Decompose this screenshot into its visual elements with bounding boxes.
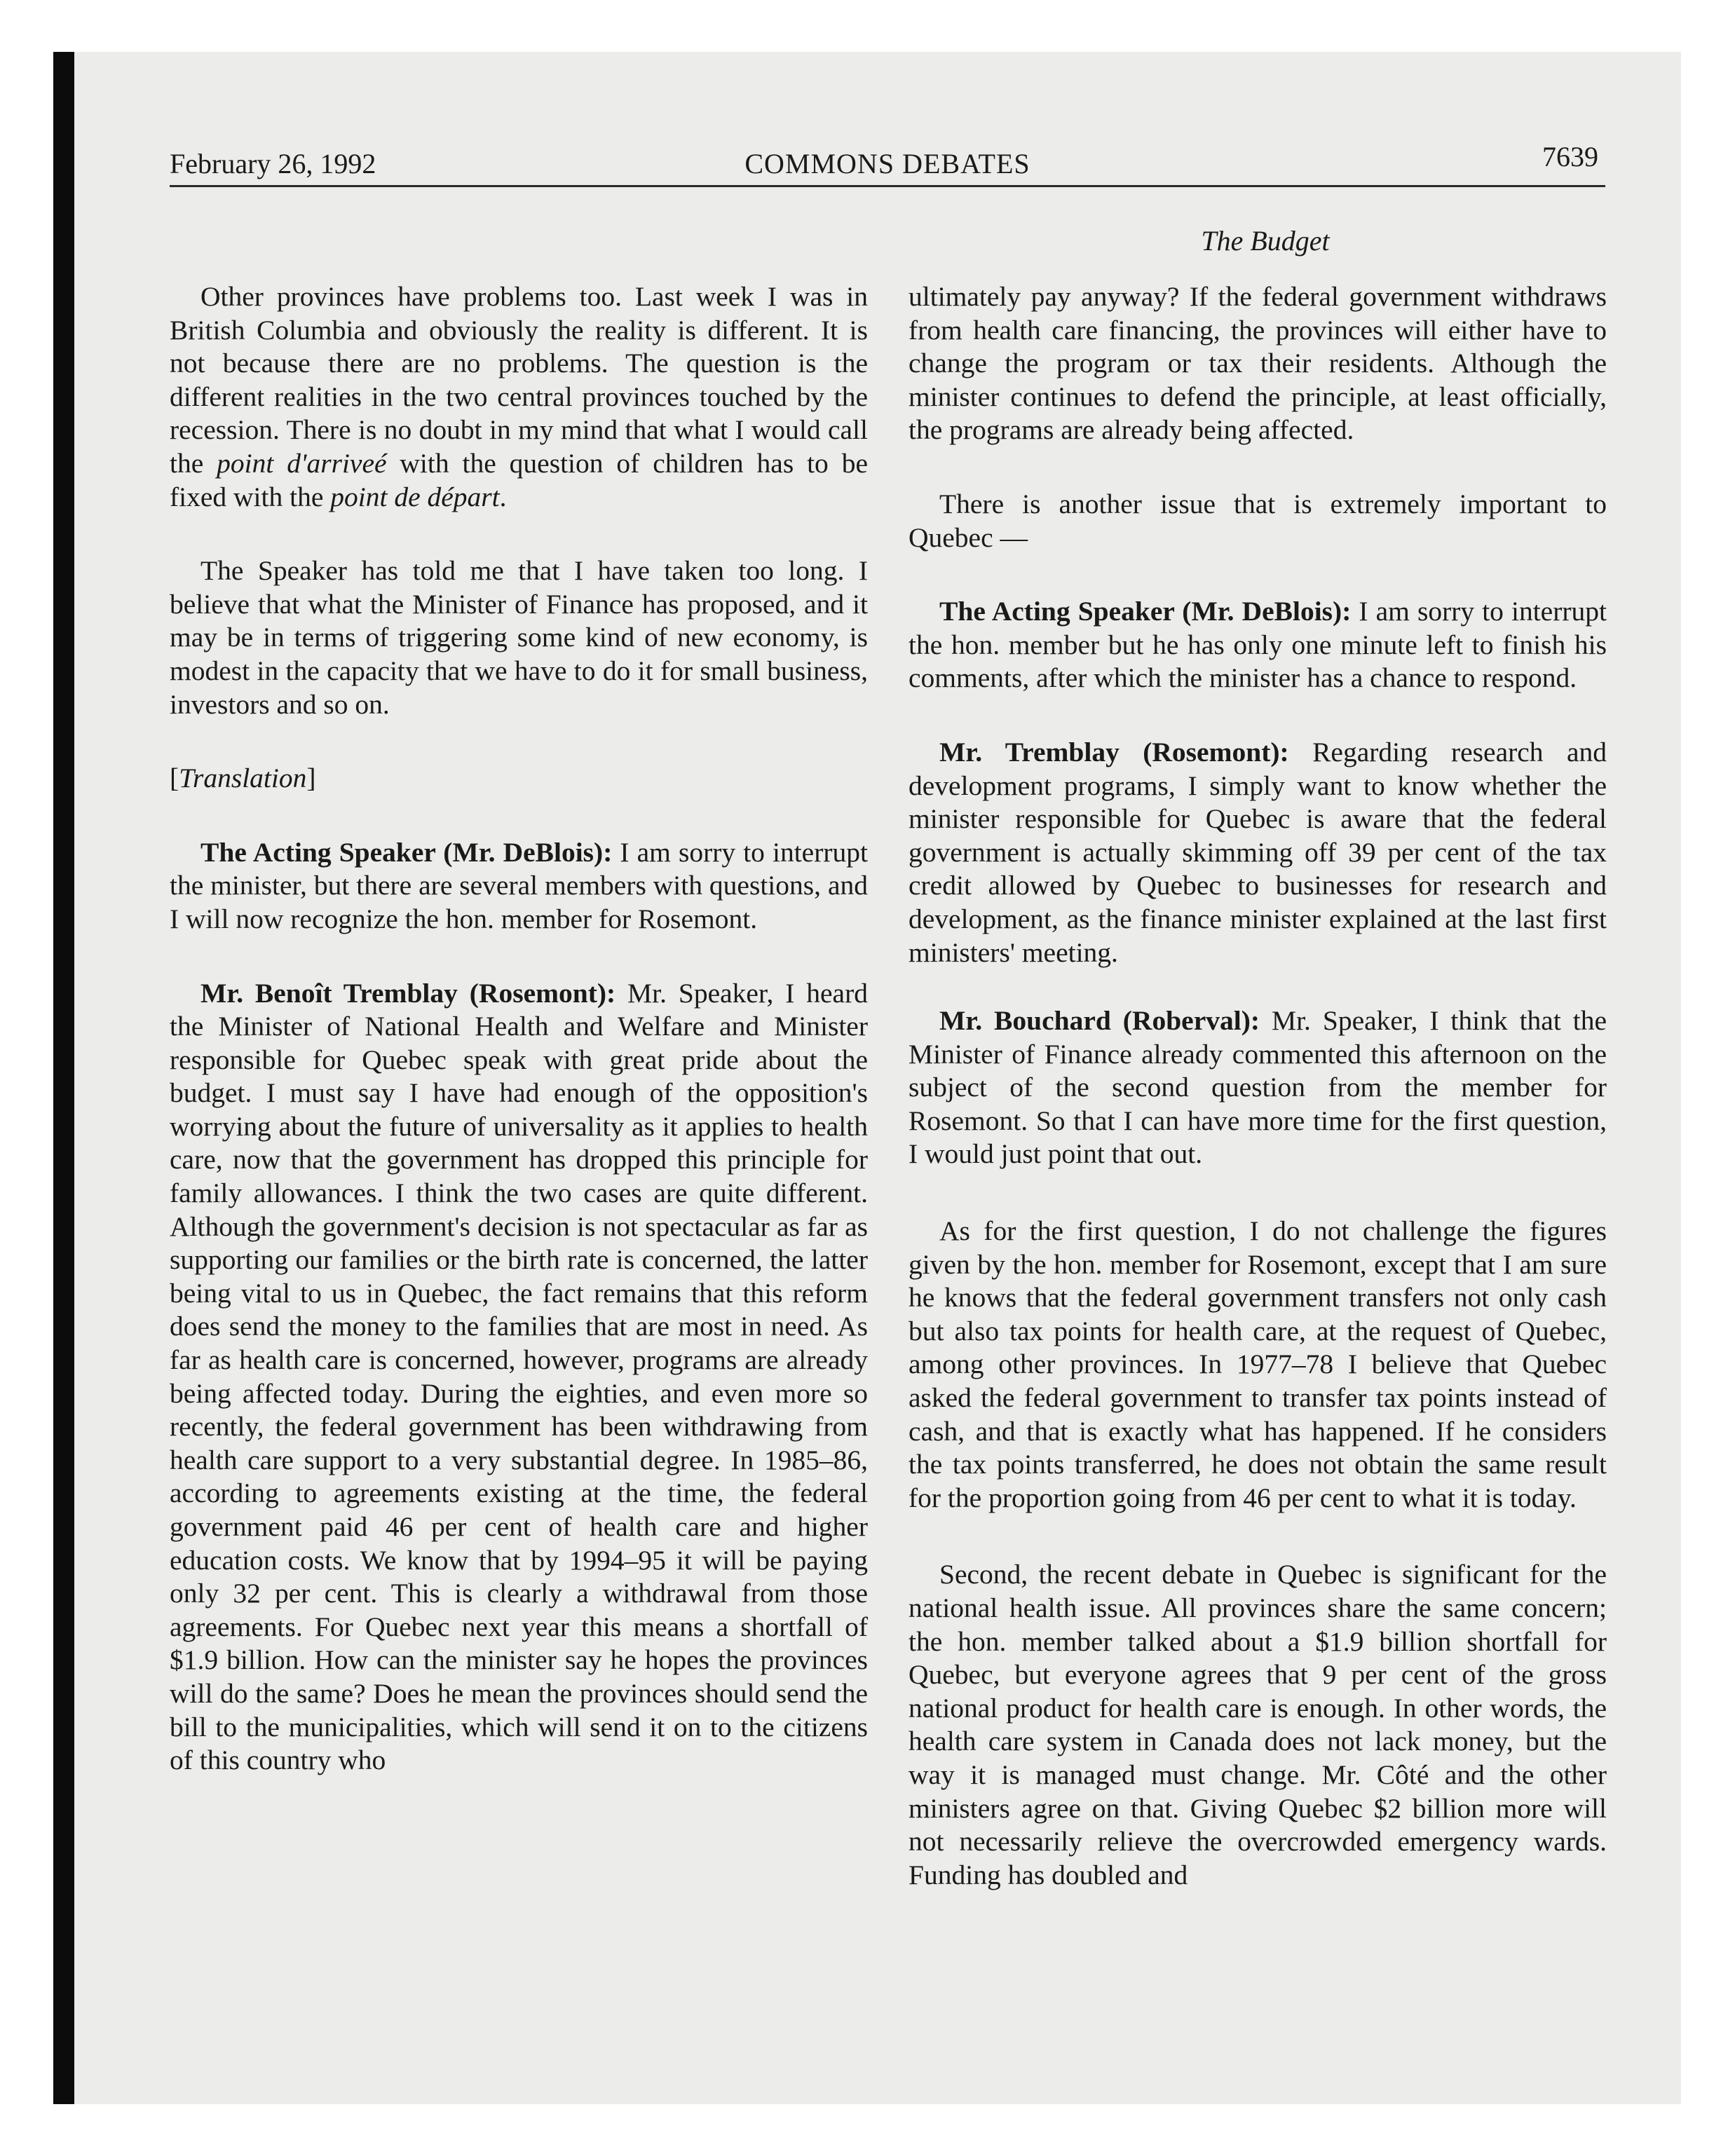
speaker-name: The Acting Speaker (Mr. DeBlois): [939,596,1352,627]
page-header [170,140,1605,187]
paragraph: The Speaker has told me that I have taken too long. I believe that what the Minister of Finance has proposed, and it may be in terms of triggering some kind of new economy, is modest in the capacity that we have to do it for small business, investors and so on. [170,555,868,720]
paragraph: ultimately pay anyway? If the federal government withdraws from health care financing, the provinces will either have to change the program or tax their residents. Although the minister continues to defend the principle, at least officially, the programs are already being affected. [909,281,1607,446]
speech-paragraph: Mr. Bouchard (Roberval): Mr. Speaker, I think that the Minister of Finance already commented this afternoon on the subject of the second question from the member for Rosemont. So that I can have more time for the first question, I would just point that out. [909,1005,1607,1170]
speaker-name: Mr. Tremblay (Rosemont): [939,736,1289,767]
right-column [909,280,1607,1892]
header-date: February 26, 1992 [170,148,376,179]
section-label: The Budget [1201,225,1330,257]
paragraph: Other provinces have problems too. Last week I was in British Columbia and obviously the reality is different. It is not because there are no problems. The question is the different realities in the two central provinces touched by the recession. There is no doubt in my mind that what I would call the point d'arriveé with the question of children has to be fixed with the point de départ. [170,281,868,512]
paragraph: As for the first question, I do not challenge the figures given by the hon. member for Rosemont, except that I am sure he knows that the federal government transfers not only cash but also tax points for health care, at the request of Quebec, among other provinces. In 1977–78 I believe that Quebec asked the federal government to transfer tax points instead of cash, and that is exactly what has happened. If he considers the tax points transferred, he does not obtain the same result for the proportion going from 46 per cent to what it is today. [909,1215,1607,1513]
speech-paragraph: Mr. Tremblay (Rosemont): Regarding research and development programs, I simply want to know whether the minister responsible for Quebec is aware that the federal government is actually skimming off 39 per cent of the tax credit allowed by Quebec to businesses for research and development, as the finance minister explained at the last first ministers' meeting. [909,736,1607,968]
speech-paragraph: The Acting Speaker (Mr. DeBlois): I am sorry to interrupt the minister, but there are several members with questions, and I will now recognize the hon. member for Rosemont. [170,836,868,934]
speech-paragraph: Mr. Benoît Tremblay (Rosemont): Mr. Speaker, I heard the Minister of National Health and Welfare and Minister responsible for Quebec speak with great pride about the budget. I must say I have had enough of the opposition's worrying about the future of universality as it applies to health care, now that the government has dropped this principle for family allowances. I think the two cases are quite different. Although the government's decision is not spectacular as far as supporting our families or the birth rate is concerned, the latter being vital to us in Quebec, the fact remains that this reform does send the money to the families that are most in need. As far as health care is concerned, however, programs are already being affected today. During the eighties, and even more so recently, the federal government has been withdrawing from health care support to a very substantial degree. In 1985–86, according to agreements existing at the time, the federal government paid 46 per cent of health care and higher education costs. We know that by 1994–95 it will be paying only 32 per cent. This is clearly a withdrawal from those agreements. For Quebec next year this means a shortfall of $1.9 billion. How can the minister say he hopes the provinces will do the same? Does he mean the provinces should send the bill to the municipalities, which will send it on to the citizens of this country who [170,977,868,1776]
header-page-number: 7639 [1542,141,1598,172]
binding-edge [53,52,74,2104]
translation-marker: [Translation] [170,763,316,794]
speaker-name: The Acting Speaker (Mr. DeBlois): [200,836,613,868]
paragraph: There is another issue that is extremely important to Quebec — [909,488,1607,553]
speaker-name: Mr. Benoît Tremblay (Rosemont): [200,977,616,1009]
left-column [170,280,868,1778]
speech-paragraph: The Acting Speaker (Mr. DeBlois): I am sorry to interrupt the hon. member but he has only one minute left to finish his comments, after which the minister has a chance to respond. [909,596,1607,694]
speaker-name: Mr. Bouchard (Roberval): [939,1005,1260,1037]
paragraph: Second, the recent debate in Quebec is significant for the national health issue. All provinces share the same concern; the hon. member talked about a $1.9 billion shortfall for Quebec, but everyone agrees that 9 per cent of the gross national product for health care is enough. In other words, the health care system in Canada does not lack money, but the way it is managed must change. Mr. Côté and the other ministers agree on that. Giving Quebec $2 billion more will not necessarily relieve the overcrowded emergency wards. Funding has doubled and [909,1559,1607,1890]
header-title: COMMONS DEBATES [744,148,1030,179]
